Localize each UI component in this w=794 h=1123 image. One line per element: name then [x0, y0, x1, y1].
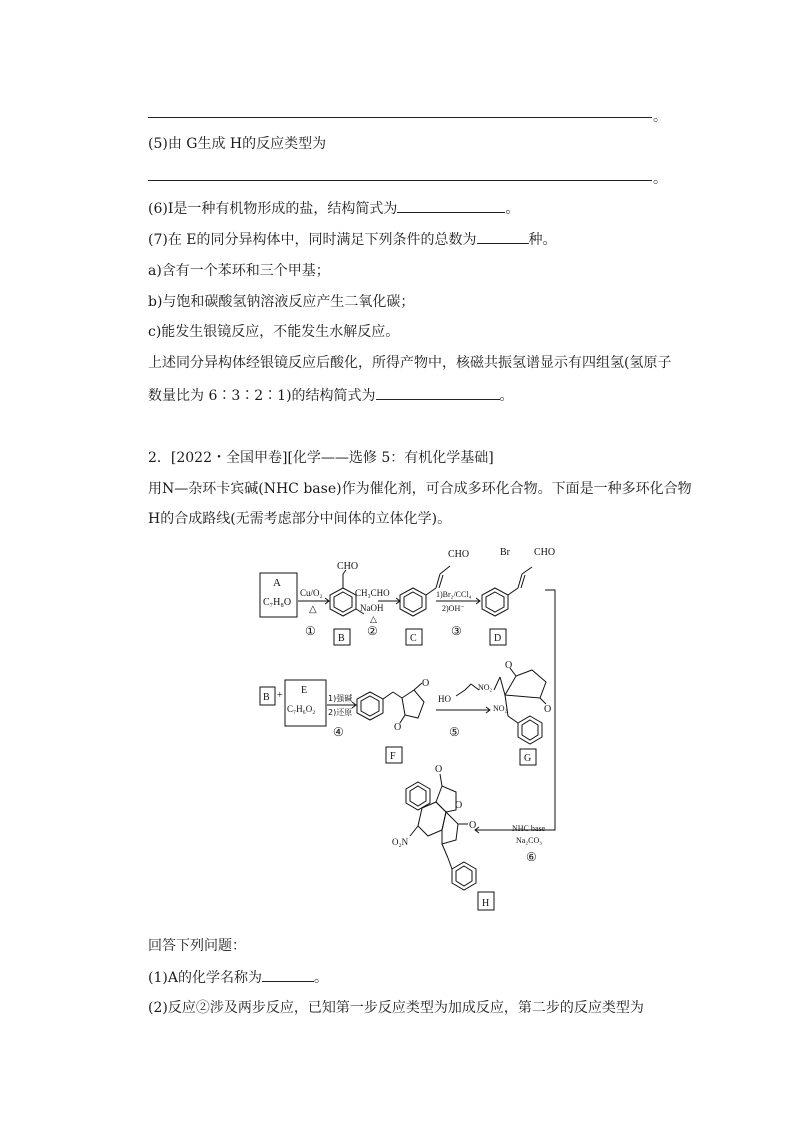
- question-6: [148, 198, 519, 219]
- step-3-condition: 2)OH⁻: [442, 604, 465, 613]
- compound-e-label: E: [301, 685, 308, 696]
- cyclopentanedione-f: [402, 690, 424, 718]
- step-1-condition: △: [309, 604, 317, 615]
- step-6-condition: Na₂CO₃: [516, 836, 543, 845]
- step-6-number: ⑥: [526, 850, 537, 864]
- step-1-reagent: Cu/O₂: [300, 588, 323, 598]
- problem-2-intro-2: H的合成路线(无需考虑部分中间体的立体化学)。: [148, 511, 452, 527]
- step-4-number: ④: [333, 725, 344, 739]
- question-7-text: (7)在 E的同分异构体中，同时满足下列条件的总数为: [148, 232, 477, 248]
- step-2-reagent: CH₃CHO: [355, 588, 390, 598]
- compound-d-br: Br: [500, 547, 510, 558]
- condition-b: b)与饱和碳酸氢钠溶液反应产生二氧化碳；: [148, 294, 415, 310]
- answer-line: [148, 117, 652, 118]
- step-3-number: ③: [451, 624, 462, 638]
- compound-h-label: H: [482, 898, 490, 909]
- compound-c-label: C: [410, 633, 417, 644]
- follow-text-1: 上述同分异构体经银镜反应后酸化，所得产物中，核磁共振氢谱显示有四组氢(氢原子: [148, 355, 672, 371]
- step-6-reagent: NHC base: [512, 824, 546, 833]
- step-2-condition-2: △: [370, 614, 377, 624]
- step-3-reagent: 1)Br₂/CCl₄: [436, 590, 472, 599]
- step-2-number: ②: [367, 624, 378, 638]
- period: 。: [499, 388, 514, 404]
- questions-lead: 回答下列问题：: [148, 938, 246, 954]
- step-4-reagent: 1)强碱: [328, 694, 353, 703]
- step-5-number: ⑤: [449, 725, 460, 739]
- question-2: (2)反应②涉及两步反应，已知第一步反应类型为加成反应，第二步的反应类型为: [148, 1000, 644, 1016]
- step-4-condition: 2)还原: [328, 708, 353, 717]
- compound-d-group: CHO: [534, 547, 556, 558]
- answer-blank: [262, 967, 314, 982]
- cyclopentanone-h: [442, 812, 458, 844]
- compound-a-formula: C₇H₈O: [263, 597, 292, 608]
- condition-a: a)含有一个苯环和三个甲基；: [148, 263, 330, 279]
- compound-g-no2: NO₂: [493, 704, 508, 713]
- condition-c: c)能发生银镜反应，不能发生水解反应。: [148, 324, 400, 340]
- row2-b-label: B: [263, 692, 270, 703]
- compound-f-label: F: [390, 751, 396, 762]
- step-1-number: ①: [305, 624, 316, 638]
- compound-e-formula: C₇H₆O₂: [287, 704, 316, 714]
- compound-h-o3: O: [469, 820, 477, 831]
- answer-blank: [397, 198, 505, 213]
- cyclopentanone-g: [505, 670, 546, 698]
- plus-sign: +: [277, 690, 283, 701]
- step-5-no2: NO₂: [478, 683, 493, 692]
- period: 。: [653, 109, 667, 125]
- question-7-unit: 种。: [528, 232, 557, 248]
- compound-f-o2: O: [394, 722, 402, 733]
- question-7: [148, 229, 557, 250]
- compound-c-group: CHO: [448, 549, 470, 560]
- compound-f-o1: O: [422, 678, 430, 689]
- answer-blank: [477, 229, 529, 244]
- question-5: (5)由 G生成 H的反应类型为: [148, 136, 327, 152]
- compound-g-label: G: [524, 753, 532, 764]
- follow-text-2: [148, 385, 514, 406]
- question-1-text: (1)A的化学名称为: [148, 970, 262, 986]
- answer-line: [148, 180, 652, 181]
- compound-h-o2: O: [455, 800, 463, 811]
- compound-g-o2: O: [544, 704, 552, 715]
- compound-a-label: A: [273, 577, 281, 589]
- answer-blank: [376, 385, 500, 400]
- period: 。: [313, 970, 328, 986]
- compound-h-o1: O: [435, 764, 443, 775]
- period: 。: [505, 201, 520, 217]
- compound-b-label: B: [338, 633, 345, 644]
- step-5-ho: HO: [438, 694, 451, 704]
- problem-2-intro-1: 用N—杂环卡宾碱(NHC base)作为催化剂，可合成多环化合物。下面是一种多环化合物: [148, 481, 692, 497]
- compound-h-o2n: O₂N: [392, 837, 409, 847]
- question-6-text: (6)I是一种有机物形成的盐，结构简式为: [148, 201, 398, 217]
- follow-text-2-before: 数量比为 6∶3∶2∶1)的结构简式为: [148, 388, 376, 404]
- step-2-condition-1: NaOH: [360, 603, 384, 613]
- question-1: [148, 967, 328, 988]
- compound-d-label: D: [494, 633, 502, 644]
- synthesis-scheme: [250, 540, 580, 920]
- lactone-h: [436, 786, 456, 812]
- compound-g-o1: O: [505, 660, 513, 671]
- compound-b-group: CHO: [337, 561, 359, 572]
- period: 。: [653, 171, 667, 187]
- problem-2-header: 2．[2022・全国甲卷][化学——选修 5：有机化学基础]: [148, 450, 494, 466]
